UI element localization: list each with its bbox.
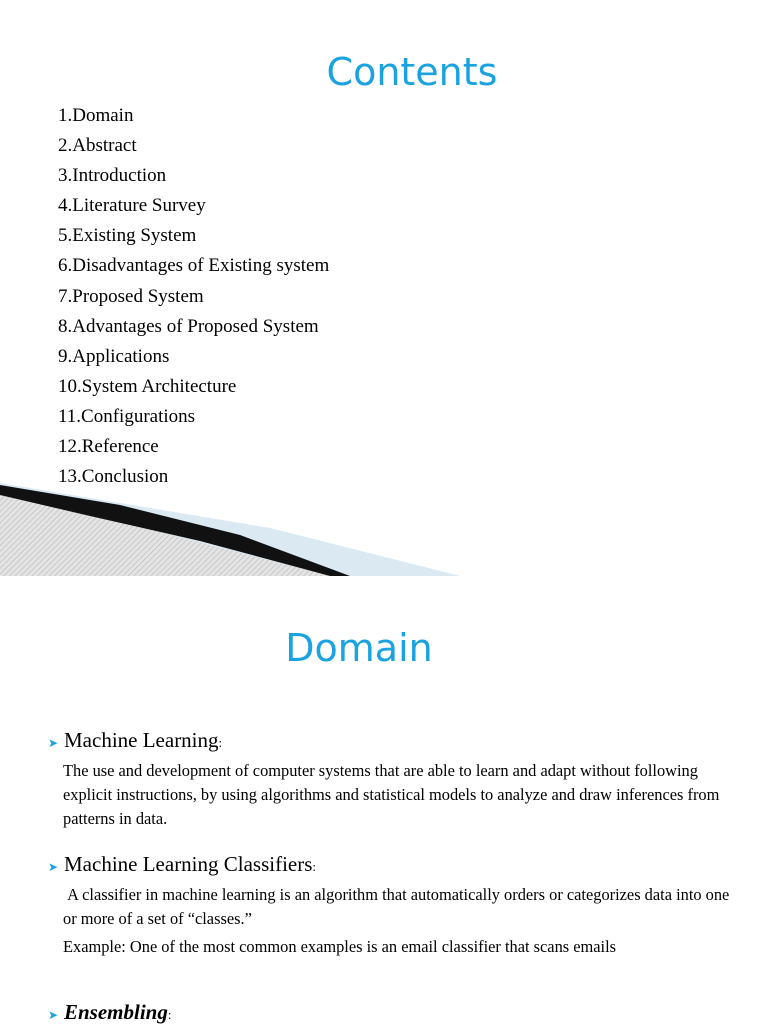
arrow-bullet-icon: ➤ — [48, 1008, 59, 1022]
slide-title: Contents — [326, 50, 498, 94]
contents-item: 6.Disadvantages of Existing system — [58, 255, 330, 277]
section-ensembling — [48, 1000, 738, 1024]
contents-item: 9.Applications — [58, 345, 170, 367]
contents-list — [58, 101, 329, 492]
domain-slide — [0, 590, 768, 1024]
contents-item: 1.Domain — [58, 105, 134, 126]
contents-item: 13.Conclusion — [58, 466, 169, 488]
section-machine-learning — [48, 728, 738, 831]
arrow-bullet-icon: ➤ — [48, 736, 59, 750]
contents-item: 12.Reference — [58, 436, 159, 458]
arrow-bullet-icon: ➤ — [48, 860, 59, 874]
paragraph: A classifier in machine learning is an algorithm that automatically orders or categorizes data into one or more of a set of “classes.” — [63, 885, 734, 928]
section-heading — [48, 1000, 738, 1024]
contents-item: 11.Configurations — [58, 405, 196, 427]
contents-item: 7.Proposed System — [58, 285, 204, 307]
section-heading — [48, 852, 738, 877]
contents-item: 5.Existing System — [58, 225, 197, 247]
paragraph: The use and development of computer systems that are able to learn and adapt without following explicit instructions, by using algorithms and statistical models to analyze and draw inferences from patterns in data. — [63, 761, 720, 828]
contents-item: 4.Literature Survey — [58, 195, 206, 217]
paragraph: Example: One of the most common examples is an email classifier that scans emails — [63, 937, 617, 956]
contents-item: 10.System Architecture — [58, 375, 237, 397]
heading-text: Ensembling — [64, 1000, 168, 1024]
heading-colon: : — [218, 735, 223, 750]
section-ml-classifiers — [48, 852, 738, 959]
heading-colon: : — [167, 1007, 172, 1022]
section-heading — [48, 728, 738, 753]
heading-text: Machine Learning — [64, 728, 219, 752]
heading-colon: : — [312, 859, 317, 874]
contents-item: 8.Advantages of Proposed System — [58, 315, 319, 337]
contents-item: 3.Introduction — [58, 165, 167, 187]
decorative-swoosh — [0, 483, 768, 576]
slide-title: Domain — [285, 626, 433, 670]
contents-item: 2.Abstract — [58, 135, 137, 157]
heading-text: Machine Learning Classifiers — [64, 852, 313, 876]
